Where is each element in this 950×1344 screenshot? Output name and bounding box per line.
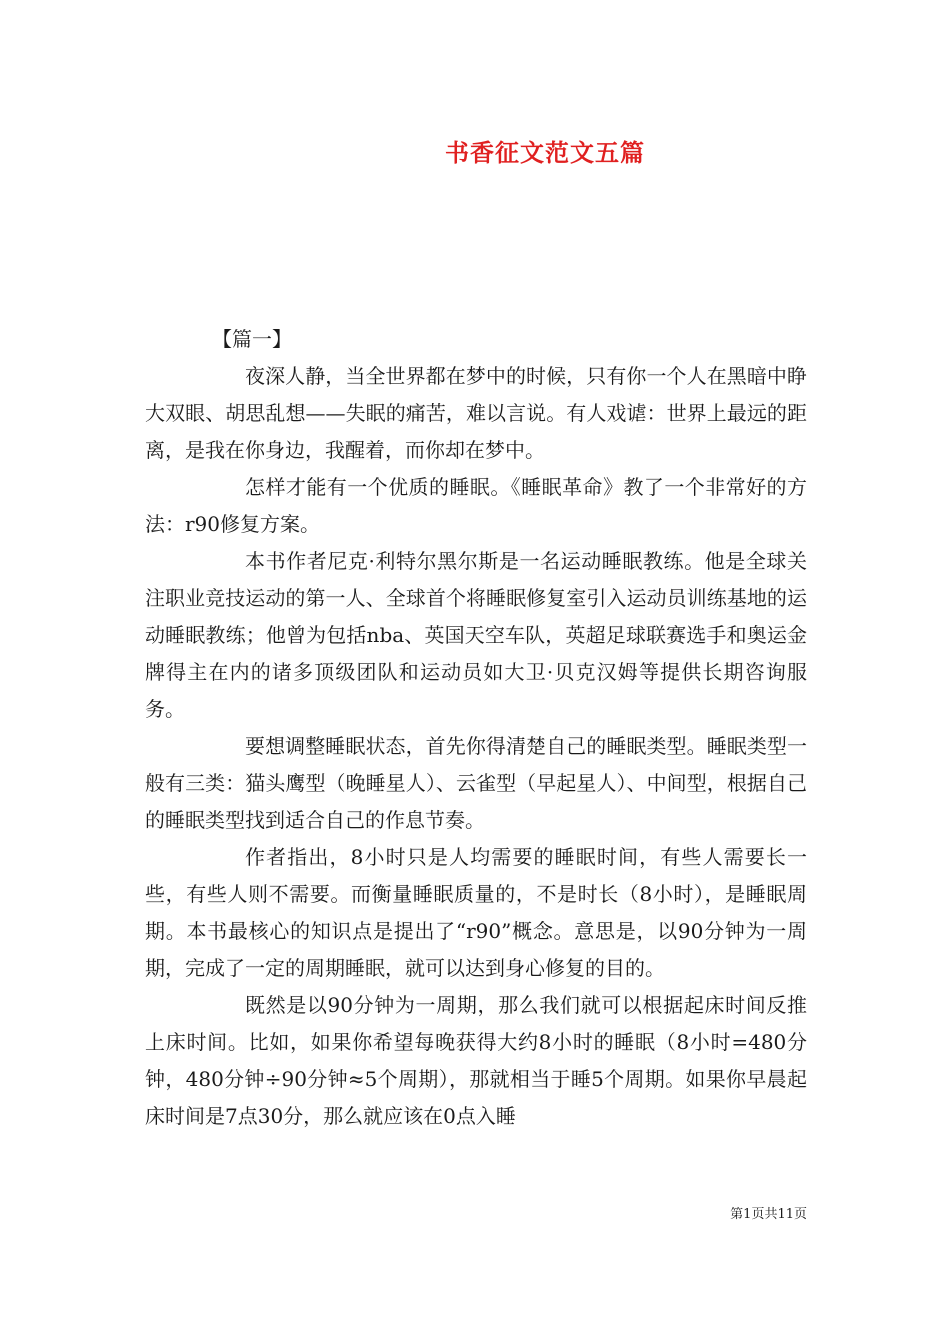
paragraph: 怎样才能有一个优质的睡眠。《睡眠革命》教了一个非常好的方法：r90修复方案。 — [145, 475, 807, 536]
paragraph: 要想调整睡眠状态，首先你得清楚自己的睡眠类型。睡眠类型一般有三类：猫头鹰型（晚睡星人）、云雀型（早起星人）、中间型，根据自己的睡眠类型找到适合自己的作息节奏。 — [145, 734, 807, 832]
paragraph: 夜深人静，当全世界都在梦中的时候，只有你一个人在黑暗中睁大双眼、胡思乱想——失眠的痛苦，难以言说。有人戏谑：世界上最远的距离，是我在你身边，我醒着，而你却在梦中。 — [145, 364, 807, 462]
paragraph: 本书作者尼克·利特尔黑尔斯是一名运动睡眠教练。他是全球关注职业竞技运动的第一人、全球首个将睡眠修复室引入运动员训练基地的运动睡眠教练；他曾为包括nba、英国天空车队，英超足球联赛选手和奥运金牌得主在内的诸多顶级团队和运动员如大卫·贝克汉姆等提供长期咨询服务。 — [145, 549, 807, 721]
paragraph: 作者指出，8小时只是人均需要的睡眠时间，有些人需要长一些，有些人则不需要。而衡量睡眠质量的，不是时长（8小时），是睡眠周期。本书最核心的知识点是提出了“r90”概念。意思是，以90分钟为一周期，完成了一定的周期睡眠，就可以达到身心修复的目的。 — [145, 845, 807, 980]
document-title: 书香征文范文五篇 — [445, 138, 645, 167]
paragraph: 既然是以90分钟为一周期，那么我们就可以根据起床时间反推上床时间。比如，如果你希望每晚获得大约8小时的睡眠（8小时=480分钟，480分钟÷90分钟≈5个周期），那就相当于睡5个周期。如果你早晨起床时间是7点30分，那么就应该在0点入睡 — [145, 993, 807, 1128]
section-label: 【篇一】 — [212, 327, 292, 351]
page-number-footer: 第1页共11页 — [730, 1207, 807, 1222]
document-body — [145, 321, 807, 1135]
